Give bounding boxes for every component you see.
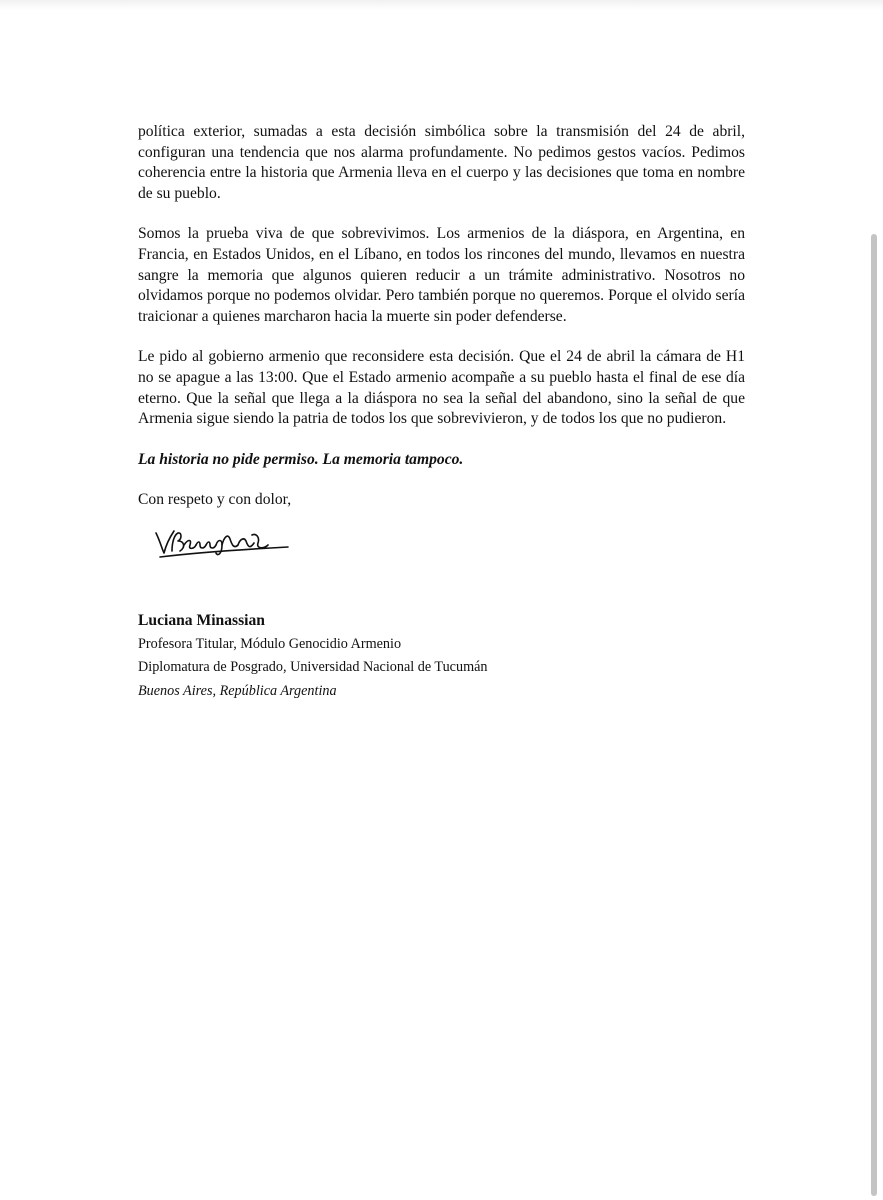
handwritten-signature [152,523,292,563]
closing-statement: La historia no pide permiso. La memoria tampoco. [138,450,464,468]
paragraph-diaspora: Somos la prueba viva de que sobrevivimos. Los armenios de la diáspora, en Argentina, en Francia, en Estados Unidos, en el Líbano, en todos los rincones del mundo, llevamos en nuestra sangre la memoria que algunos quieren reducir a un trámite administrativo. Nosotros no olvidamos porque no podemos olvidar. Pero también porque no queremos. Porque el olvido sería traicionar a quienes marcharon hacia la muerte sin poder defenderse. [138,225,745,325]
paragraph-request: Le pido al gobierno armenio que reconsidere esta decisión. Que el 24 de abril la cámara de H1 no se apague a las 13:00. Que el Estado armenio acompañe a su pueblo hasta el final de ese día eterno. Que la señal que llega a la diáspora no sea la señal del abandono, sino la señal de que Armenia sigue siendo la patria de todos los que sobrevivieron, y de todos los que no pudieron. [138,348,745,428]
signer-name: Luciana Minassian [138,611,265,629]
salutation: Con respeto y con dolor, [138,491,292,509]
vertical-scrollbar[interactable] [871,234,877,1196]
page-top-edge [0,0,883,10]
signer-location: Buenos Aires, República Argentina [138,682,337,699]
signer-program: Diplomatura de Posgrado, Universidad Nacional de Tucumán [138,659,488,676]
letter-body [138,122,745,700]
paragraph-foreign-policy: política exterior, sumadas a esta decisión simbólica sobre la transmisión del 24 de abril, configuran una tendencia que nos alarma profundamente. No pedimos gestos vacíos. Pedimos coherencia entre la historia que Armenia lleva en el cuerpo y las decisiones que toma en nombre de su pueblo. [138,123,745,202]
signer-title: Profesora Titular, Módulo Genocidio Armenio [138,635,402,652]
